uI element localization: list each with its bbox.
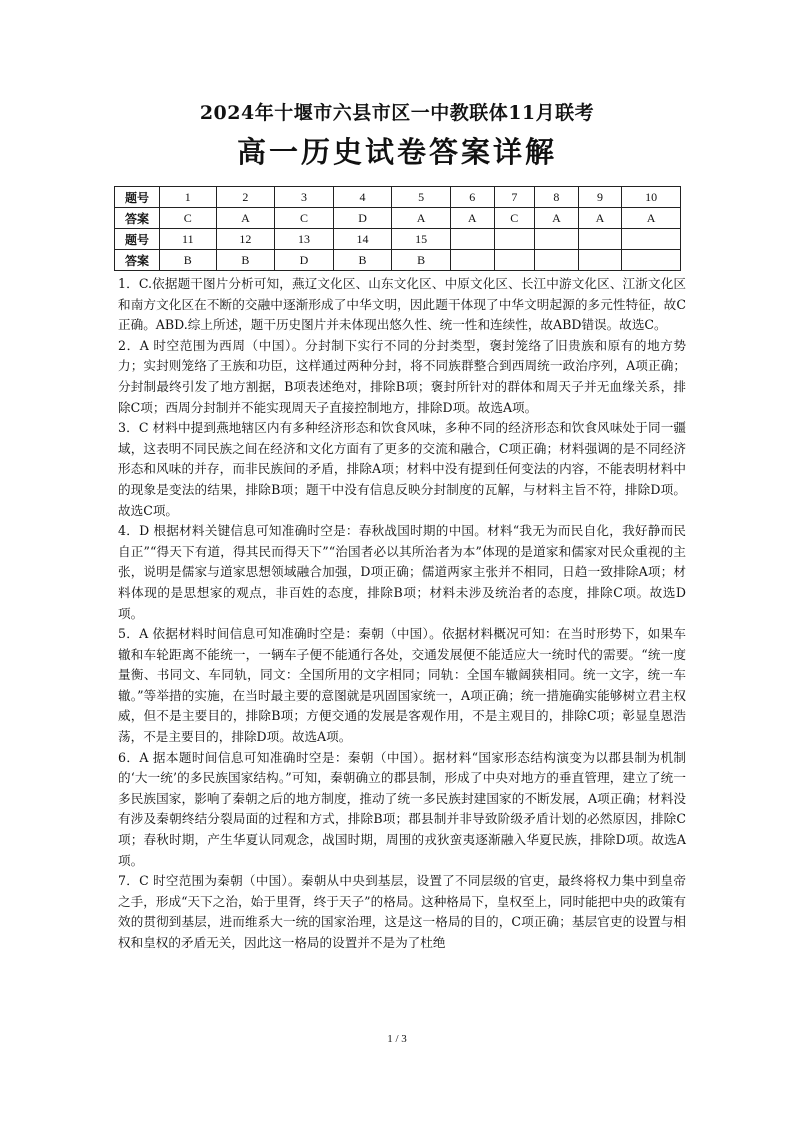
table-row [115,187,681,208]
answer-cell: D [333,208,392,229]
answer-cell [535,250,579,271]
explanation-paragraph: 4．D 根据材料关键信息可知准确时空是：春秋战国时期的中国。材料“我无为而民自化，我好静而民自正”“得天下有道，得其民而得天下”“治国者必以其所治者为本”体现的是道家和儒家对民众重视的主张，说明是儒家与道家思想领域融合加强，D项正确；儒道两家主张并不相同，日趋一致排除A项；材料体现的是思想家的观点，非百姓的态度，排除B项；材料未涉及统治者的态度，排除C项。故选D项。 [118,523,686,621]
question-number: 10 [622,187,681,208]
answer-cell: B [392,250,451,271]
answer-cell: C [275,208,334,229]
question-number: 6 [450,187,494,208]
answer-cell [450,250,494,271]
answer-cell: D [275,250,334,271]
question-number [535,229,579,250]
exam-title: 2024年十堰市六县市区一中教联体11月联考 [199,102,595,124]
document-title: 高一历史试卷答案详解 [236,135,557,169]
answer-cell: B [333,250,392,271]
question-number [578,229,622,250]
question-number: 13 [275,229,334,250]
question-number: 11 [160,229,217,250]
table-row [115,250,681,271]
question-number [622,229,681,250]
row-label-question: 题号 [115,229,160,250]
question-number: 5 [392,187,451,208]
explanations-section [118,274,686,954]
answer-cell [622,250,681,271]
explanation-paragraph: 5．A 依据材料时间信息可知准确时空是：秦朝（中国）。依据材料概况可知：在当时形势下，如果车辙和车轮距离不能统一，一辆车子便不能通行各处，交通发展便不能适应大一统时代的需要。“统一度量衡、书同文、车同轨，同文：全国所用的文字相同；同轨：全国车辙阔狭相同。统一文字，统一车辙。”等举措的实施，在当时最主要的意图就是巩固国家统一，A项正确；统一措施确实能够树立君主权威，但不是主要目的，排除B项；方便交通的发展是客观作用，不是主观目的，排除C项；彰显皇恩浩荡，不是主要目的，排除D项。故选A项。 [118,626,686,745]
table-row [115,208,681,229]
row-label-answer: 答案 [115,208,160,229]
question-number [450,229,494,250]
question-number: 1 [160,187,217,208]
question-number: 9 [578,187,622,208]
question-number: 7 [494,187,535,208]
answer-cell: A [622,208,681,229]
answer-cell: A [535,208,579,229]
explanation-paragraph: 2．A 时空范围为西周（中国）。分封制下实行不同的分封类型，褒封笼络了旧贵族和原有的地方势力；实封则笼络了王族和功臣，这样通过两种分封，将不同族群整合到西周统一政治序列，A项正确；分封制最终引发了地方割据，B项表述绝对，排除B项；褒封所针对的群体和周天子并无血缘关系，排除C项；西周分封制并不能实现周天子直接控制地方，排除D项。故选A项。 [118,337,686,415]
explanation-paragraph: 3．C 材料中提到燕地辖区内有多种经济形态和饮食风味，多种不同的经济形态和饮食风味处于同一疆域，这表明不同民族之间在经济和文化方面有了更多的交流和融合，C项正确；材料强调的是不同经济形态和风味的并存，而非民族间的矛盾，排除A项；材料中没有提到任何变法的内容，不能表明材料中的现象是变法的结果，排除B项；题干中没有信息反映分封制度的瓦解，与材料主旨不符，排除D项。故选C项。 [118,420,686,518]
answer-cell: C [494,208,535,229]
answer-cell [494,250,535,271]
answer-cell: C [160,208,217,229]
question-number: 2 [216,187,275,208]
answer-cell: A [578,208,622,229]
answer-cell: B [160,250,217,271]
answer-table [114,186,681,271]
row-label-question: 题号 [115,187,160,208]
row-label-answer: 答案 [115,250,160,271]
answer-cell: B [216,250,275,271]
question-number [494,229,535,250]
answer-cell: A [450,208,494,229]
question-number: 3 [275,187,334,208]
answer-cell [578,250,622,271]
table-row [115,229,681,250]
question-number: 15 [392,229,451,250]
page-number: 1 / 3 [387,1033,407,1045]
question-number: 14 [333,229,392,250]
explanation-paragraph: 6．A 据本题时间信息可知准确时空是：秦朝（中国）。据材料“国家形态结构演变为以郡县制为机制的‘大一统’的多民族国家结构。”可知，秦朝确立的郡县制，形成了中央对地方的垂直管理，建立了统一多民族国家，影响了秦朝之后的地方制度，推动了统一多民族封建国家的不断发展，A项正确；材料没有涉及秦朝终结分裂局面的过程和方式，排除B项；郡县制并非导致阶级矛盾计划的必然原因，排除C项；春秋时期，产生华夏认同观念，战国时期，周围的戎狄蛮夷逐渐融入华夏民族，排除D项。故选A项。 [118,749,686,868]
question-number: 8 [535,187,579,208]
question-number: 4 [333,187,392,208]
answer-cell: A [392,208,451,229]
answer-cell: A [216,208,275,229]
question-number: 12 [216,229,275,250]
explanation-paragraph: 1．C.依据题干图片分析可知，燕辽文化区、山东文化区、中原文化区、长江中游文化区、江浙文化区和南方文化区在不断的交融中逐渐形成了中华文明，因此题干体现了中华文明起源的多元性特征，故C正确。ABD.综上所述，题干历史图片并未体现出悠久性、统一性和连续性，故ABD错误。故选C。 [118,276,686,333]
explanation-paragraph: 7．C 时空范围为秦朝（中国）。秦朝从中央到基层，设置了不同层级的官吏，最终将权力集中到皇帝之手，形成“天下之治，始于里胥，终于天子”的格局。这种格局下，皇权至上，同时能把中央的政策有效的贯彻到基层，进而维系大一统的国家治理，这是这一格局的目的，C项正确；基层官吏的设置与相权和皇权的矛盾无关，因此这一格局的设置并不是为了杜绝 [118,873,686,950]
